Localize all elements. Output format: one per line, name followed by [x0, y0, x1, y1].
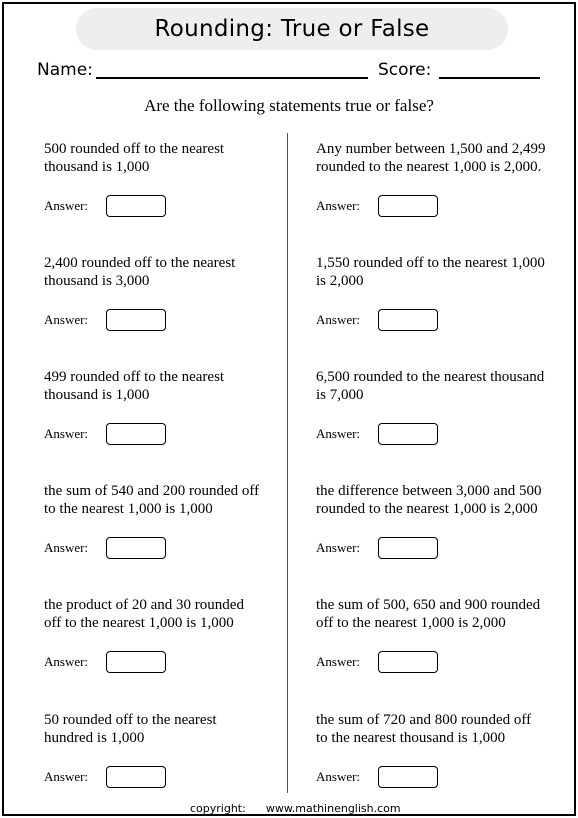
question-right-6 — [316, 711, 556, 784]
answer-label: Answer: — [44, 312, 89, 327]
question-line: thousand is 3,000 — [44, 273, 150, 289]
score-label: Score: — [378, 60, 432, 80]
answer-row — [44, 423, 244, 445]
question-right-4 — [316, 482, 556, 555]
question-text — [44, 140, 284, 176]
page-border — [2, 2, 576, 816]
question-line: to the nearest thousand is 1,000 — [316, 730, 506, 746]
question-line: 2,400 rounded off to the nearest — [44, 255, 236, 271]
answer-row — [316, 423, 516, 445]
question-line: the sum of 540 and 200 rounded off — [44, 483, 260, 499]
question-text — [44, 254, 284, 290]
answer-row — [316, 309, 516, 331]
question-line: rounded to the nearest 1,000 is 2,000 — [316, 501, 538, 517]
answer-label: Answer: — [316, 769, 361, 784]
answer-row — [44, 195, 244, 217]
answer-box[interactable] — [378, 195, 438, 217]
title-banner — [76, 8, 508, 50]
answer-box[interactable] — [106, 651, 166, 673]
answer-label: Answer: — [44, 769, 89, 784]
question-text — [316, 140, 561, 176]
answer-box[interactable] — [106, 766, 166, 788]
page-title: Rounding: True or False — [154, 16, 430, 42]
copyright-label: copyright: — [190, 802, 246, 815]
name-score-row — [0, 60, 578, 84]
answer-box[interactable] — [106, 195, 166, 217]
question-left-5 — [44, 596, 284, 669]
question-text — [316, 711, 561, 747]
question-text — [44, 368, 284, 404]
answer-box[interactable] — [106, 537, 166, 559]
answer-label: Answer: — [316, 654, 361, 669]
name-label: Name: — [37, 60, 93, 80]
website-link[interactable]: www.mathinenglish.com — [265, 802, 401, 815]
answer-row — [316, 766, 516, 788]
answer-label: Answer: — [44, 540, 89, 555]
answer-label: Answer: — [316, 540, 361, 555]
question-line: thousand is 1,000 — [44, 387, 150, 403]
answer-row — [44, 651, 244, 673]
answer-row — [316, 651, 516, 673]
question-text — [44, 482, 284, 518]
score-field[interactable] — [439, 77, 540, 79]
question-text — [316, 482, 561, 518]
answer-row — [316, 195, 516, 217]
question-line: 6,500 rounded to the nearest thousand — [316, 369, 545, 385]
question-line: the product of 20 and 30 rounded — [44, 597, 244, 613]
question-line: 50 rounded off to the nearest — [44, 712, 217, 728]
question-line: the sum of 500, 650 and 900 rounded — [316, 597, 541, 613]
question-text — [44, 596, 284, 632]
answer-box[interactable] — [378, 537, 438, 559]
question-line: is 7,000 — [316, 387, 364, 403]
question-line: to the nearest 1,000 is 1,000 — [44, 501, 213, 517]
question-left-1 — [44, 140, 284, 213]
answer-label: Answer: — [44, 198, 89, 213]
question-line: Any number between 1,500 and 2,499 — [316, 141, 546, 157]
question-left-3 — [44, 368, 284, 441]
answer-box[interactable] — [378, 423, 438, 445]
question-line: hundred is 1,000 — [44, 730, 145, 746]
question-text — [316, 596, 561, 632]
question-left-4 — [44, 482, 284, 555]
question-right-5 — [316, 596, 556, 669]
question-line: thousand is 1,000 — [44, 159, 150, 175]
answer-label: Answer: — [316, 198, 361, 213]
question-line: is 2,000 — [316, 273, 364, 289]
question-line: off to the nearest 1,000 is 2,000 — [316, 615, 506, 631]
answer-box[interactable] — [378, 651, 438, 673]
question-line: off to the nearest 1,000 is 1,000 — [44, 615, 234, 631]
question-right-3 — [316, 368, 556, 441]
question-line: 499 rounded off to the nearest — [44, 369, 225, 385]
question-text — [316, 254, 561, 290]
instruction: Are the following statements true or false? — [144, 96, 434, 115]
answer-box[interactable] — [106, 309, 166, 331]
question-text — [316, 368, 561, 404]
question-right-2 — [316, 254, 556, 327]
question-left-6 — [44, 711, 284, 784]
question-line: rounded to the nearest 1,000 is 2,000. — [316, 159, 542, 175]
question-line: the sum of 720 and 800 rounded off — [316, 712, 532, 728]
answer-label: Answer: — [44, 654, 89, 669]
answer-label: Answer: — [316, 312, 361, 327]
question-line: 500 rounded off to the nearest — [44, 141, 225, 157]
answer-row — [44, 309, 244, 331]
question-line: 1,550 rounded off to the nearest 1,000 — [316, 255, 545, 271]
answer-box[interactable] — [378, 766, 438, 788]
question-left-2 — [44, 254, 284, 327]
answer-box[interactable] — [378, 309, 438, 331]
question-line: the difference between 3,000 and 500 — [316, 483, 542, 499]
column-divider — [287, 133, 288, 793]
answer-row — [44, 537, 244, 559]
question-text — [44, 711, 284, 747]
question-right-1 — [316, 140, 556, 213]
answer-row — [44, 766, 244, 788]
answer-label: Answer: — [44, 426, 89, 441]
footer — [190, 802, 401, 815]
name-field[interactable] — [96, 77, 368, 79]
answer-label: Answer: — [316, 426, 361, 441]
answer-box[interactable] — [106, 423, 166, 445]
answer-row — [316, 537, 516, 559]
